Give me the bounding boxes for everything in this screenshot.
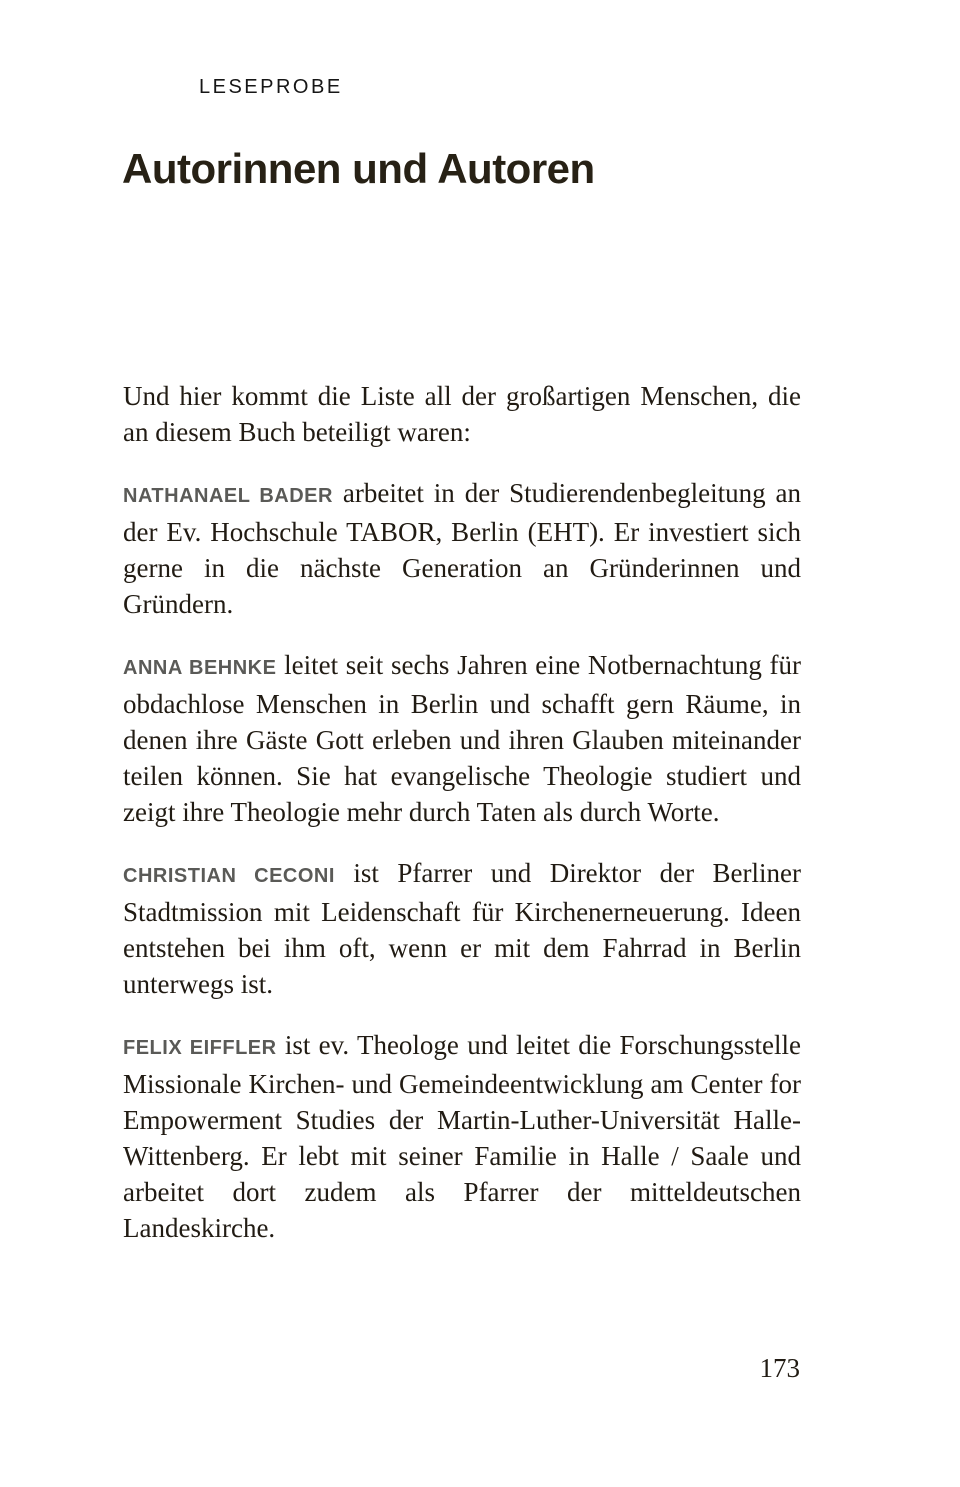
author-paragraph — [123, 855, 801, 1002]
author-paragraph — [123, 1027, 801, 1246]
author-name: NATHANAEL BADER — [123, 485, 333, 507]
page-title: Autorinnen und Autoren — [122, 145, 595, 192]
author-bio: arbeitet in der Studierendenbegleitung an der Ev. Hochschule TABOR, Berlin (EHT). Er investiert sich gerne in die nächste Generation an Gründerinnen und Gründern. — [123, 478, 801, 619]
author-paragraph — [123, 647, 801, 830]
author-name: FELIX EIFFLER — [123, 1037, 277, 1059]
author-name: CHRISTIAN CECONI — [123, 865, 335, 887]
intro-paragraph: Und hier kommt die Liste all der großartigen Menschen, die an diesem Buch beteiligt waren: — [123, 381, 801, 447]
page-number: 173 — [759, 1353, 800, 1383]
author-paragraph — [123, 475, 801, 622]
body-text-block — [123, 378, 801, 1246]
author-bio: ist Pfarrer und Direktor der Berliner Stadtmission mit Leidenschaft für Kirchenerneuerung. Ideen entstehen bei ihm oft, wenn er mit dem Fahrrad in Berlin unterwegs ist. — [123, 858, 801, 999]
author-bio: ist ev. Theologe und leitet die Forschungsstelle Missionale Kirchen- und Gemeindeentwicklung am Center for Empowerment Studies der Martin-Luther-Universität Halle-Wittenberg. Er lebt mit seiner Familie in Halle / Saale und arbeitet dort zudem als Pfarrer der mitteldeutschen Landeskirche. — [123, 1030, 801, 1243]
author-bio: leitet seit sechs Jahren eine Notbernachtung für obdachlose Menschen in Berlin und schafft gern Räume, in denen ihre Gäste Gott erleben und ihren Glauben miteinander teilen können. Sie hat evangelische Theologie studiert und zeigt ihre Theologie mehr durch Taten als durch Worte. — [123, 650, 801, 827]
author-name: ANNA BEHNKE — [123, 657, 277, 679]
kicker-leseprobe: LESEPROBE — [199, 76, 343, 98]
